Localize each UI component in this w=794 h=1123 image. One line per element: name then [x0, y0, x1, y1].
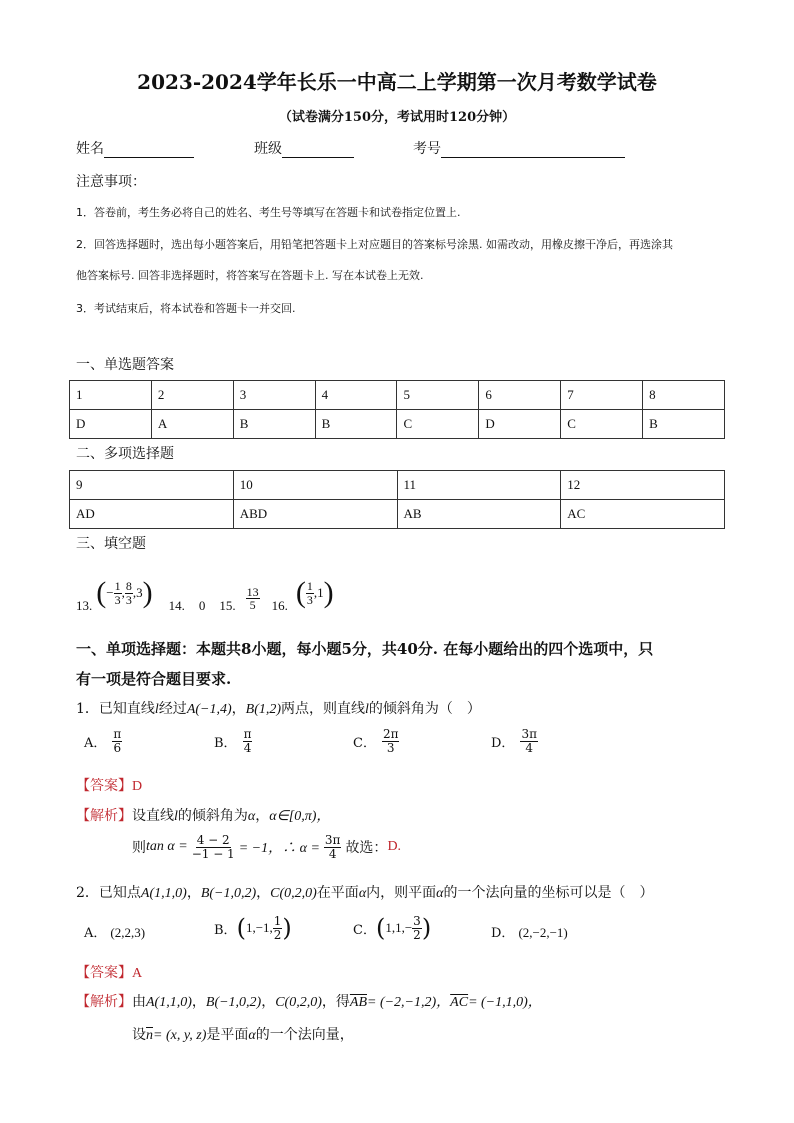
- q14-label: 14.: [168, 598, 185, 613]
- q1-mid2: 两点，则直线: [281, 701, 366, 717]
- text: 的一个法向量，: [255, 1027, 354, 1043]
- answer-value: D: [132, 779, 143, 794]
- analysis-tag: 【解析】: [76, 808, 132, 824]
- text: ，: [255, 808, 270, 824]
- table-cell: C: [561, 410, 643, 439]
- option-num: π: [113, 727, 122, 741]
- q1-option-d[interactable]: [491, 728, 538, 754]
- table-cell: AD: [70, 500, 234, 529]
- table-cell: 7: [561, 381, 643, 410]
- eq-rest: = −1，∴ α =: [238, 841, 320, 857]
- option-pre: 1,1,−: [385, 920, 413, 935]
- q13-frac1-den: 3: [114, 592, 121, 607]
- option-label: A．: [84, 926, 107, 941]
- table-cell: D: [479, 410, 561, 439]
- q1-point-b: B(1,2): [245, 702, 282, 717]
- text: 的一个法向量的坐标可以是（ ）: [443, 885, 654, 901]
- q13-label: 13.: [76, 598, 93, 613]
- option-den: 4: [243, 740, 252, 755]
- table-cell: 12: [561, 471, 725, 500]
- q2-point-b: B(−1,0,2): [200, 886, 257, 901]
- q15-den: 5: [249, 598, 256, 613]
- vector-ac: $\overline{AC}$: [450, 995, 469, 1010]
- text: 故选：: [345, 840, 388, 857]
- option-den: 2: [273, 927, 282, 942]
- q1-answer: [76, 775, 142, 795]
- text: ，得: [321, 994, 350, 1010]
- q1-analysis-line2: [132, 834, 401, 860]
- table-cell: 4: [315, 381, 397, 410]
- class-label: 班级: [254, 141, 282, 157]
- option-value: (2,−2,−1): [518, 925, 568, 940]
- multi-choice-answer-table: [69, 470, 725, 529]
- table-cell: D: [70, 410, 152, 439]
- q14-answer: 0: [198, 598, 206, 613]
- q15-label: 15.: [219, 598, 236, 613]
- option-den: 3: [386, 740, 395, 755]
- q13-last: 3: [136, 585, 143, 600]
- conclude-value: D.: [387, 839, 402, 855]
- point-b: B(−1,0,2): [205, 995, 262, 1010]
- tan-expr: tan α =: [146, 839, 188, 855]
- q2-option-d[interactable]: [491, 922, 568, 941]
- option-label: C．: [353, 735, 376, 751]
- q1-analysis-line1: [76, 805, 330, 825]
- alpha: α: [358, 886, 367, 901]
- table-cell: B: [233, 410, 315, 439]
- question-2-stem: 2．已知点A(1,1,0)，B(−1,0,2)，C(0,2,0)在平面α内，则平面α的一个法向量的坐标可以是（ ）: [76, 885, 654, 901]
- table-row: [70, 471, 725, 500]
- alpha: α: [436, 886, 444, 901]
- note-item: 3．考试结束后，将本试卷和答题卡一并交回.: [76, 302, 296, 315]
- q2-option-c[interactable]: C． ( 1,1,− $\frac{3}{2}$ ): [353, 913, 432, 942]
- q13-answer: ( − $\frac{1}{3}$ , $\frac{8}{3}$ , 3 ): [96, 576, 153, 609]
- fill-in-answers: [76, 568, 334, 618]
- q2-analysis-line2: [132, 1024, 354, 1044]
- q1-prefix: 1．已知直线: [76, 701, 155, 717]
- q16-answer: ( $\frac{1}{3}$ , 1 ): [295, 576, 334, 609]
- text: 内，则平面: [366, 885, 437, 901]
- name-blank: [104, 143, 194, 158]
- note-item: 1．答卷前，考生务必将自己的姓名、考生号等填写在答题卡和试卷指定位置上.: [76, 206, 461, 219]
- table-cell: 2: [151, 381, 233, 410]
- table-cell: 5: [397, 381, 479, 410]
- note-item: 2．回答选择题时，选出每小题答案后，用铅笔把答题卡上对应题目的答案标号涂黑. 如需改动，用橡皮擦干净后，再选涂其: [76, 238, 673, 251]
- alpha: α: [248, 1028, 256, 1043]
- q1-point-a: A(−1,4): [186, 702, 232, 717]
- table-cell: 9: [70, 471, 234, 500]
- text: 由: [132, 994, 146, 1010]
- table-cell: 8: [643, 381, 725, 410]
- q1-suffix: 的倾斜角为（ ）: [368, 701, 481, 717]
- vector-n: $\overline{n}$: [146, 1028, 153, 1043]
- option-label: B．: [214, 922, 237, 938]
- option-den: 6: [113, 740, 122, 755]
- vector-n-value: = (x, y, z): [153, 1028, 207, 1043]
- q16-den: 3: [306, 592, 313, 607]
- exam-subtitle: （试卷满分150分，考试用时120分钟）: [278, 110, 516, 125]
- text: 的倾斜角为: [177, 808, 248, 824]
- q13-frac2-den: 3: [125, 592, 132, 607]
- table-cell: C: [397, 410, 479, 439]
- table-row: [70, 410, 725, 439]
- option-den: 2: [413, 927, 421, 942]
- notes-heading: 注意事项：: [76, 174, 146, 190]
- text: 是平面: [206, 1027, 249, 1043]
- q16-num: 1: [306, 578, 313, 593]
- note-item: 他答案标号. 回答非选择题时，将答案写在答题卡上. 写在本试卷上无效.: [76, 269, 424, 282]
- answer-tag: 【答案】: [76, 778, 132, 794]
- text: 设: [132, 1027, 146, 1043]
- name-label: 姓名: [76, 141, 104, 157]
- q13-frac2-num: 8: [125, 578, 132, 593]
- q15-answer: [246, 586, 260, 612]
- answer-tag: 【答案】: [76, 965, 132, 981]
- ans-den: 4: [328, 846, 337, 861]
- table-cell: 10: [233, 471, 397, 500]
- q2-point-c: C(0,2,0): [270, 886, 317, 901]
- table-cell: 6: [479, 381, 561, 410]
- option-num: 3π: [521, 727, 537, 741]
- text: 在平面: [316, 885, 359, 901]
- section1-title: 一、单选题答案: [76, 357, 174, 373]
- q2-option-b[interactable]: B． ( 1,−1, $\frac{1}{2}$ ): [214, 913, 292, 942]
- exam-no-blank: [441, 143, 625, 158]
- option-label: D．: [491, 735, 515, 751]
- table-cell: B: [643, 410, 725, 439]
- section3-title: 三、填空题: [76, 536, 146, 552]
- q2-analysis-line1: 【解析】由A(1,1,0)，B(−1,0,2)，C(0,2,0)，得$\overline{AB}= (-2,-1,2)$，$\overline{AC}= (-1,1,0)$，: [76, 994, 542, 1010]
- q1-var-l: l: [154, 702, 159, 717]
- table-cell: 11: [397, 471, 561, 500]
- vector-ac-value: = (−1,1,0)，: [468, 995, 542, 1010]
- vector-ab: $\overline{AB}$: [349, 995, 367, 1010]
- exam-title: 2023-2024学年长乐一中高二上学期第一次月考数学试卷: [137, 70, 657, 94]
- text: 设直线: [132, 808, 174, 824]
- table-cell: B: [315, 410, 397, 439]
- table-cell: AB: [397, 500, 561, 529]
- option-num: 2π: [382, 727, 399, 741]
- table-cell: A: [151, 410, 233, 439]
- range: α∈[0,π)，: [269, 809, 331, 824]
- section2-title: 二、多项选择题: [76, 446, 174, 462]
- ans-num: 3π: [324, 833, 341, 847]
- frac-den: −1 − 1: [191, 846, 235, 861]
- point-a: A(1,1,0): [146, 995, 192, 1010]
- table-cell: 3: [233, 381, 315, 410]
- option-den: 4: [525, 740, 534, 755]
- option-num: 1: [273, 913, 282, 928]
- question-1-stem: 1．已知直线l经过A(−1,4)，B(1,2)两点，则直线l的倾斜角为（ ）: [76, 701, 481, 717]
- single-choice-answer-table: [69, 380, 725, 439]
- exam-no-field: [413, 138, 625, 158]
- q16-label: 16.: [271, 598, 288, 613]
- alpha: α: [247, 809, 256, 824]
- q1-mid1: 经过: [158, 701, 187, 717]
- q15-num: 13: [246, 584, 259, 599]
- option-label: D．: [491, 926, 515, 941]
- table-cell: ABD: [233, 500, 397, 529]
- table-cell: 1: [70, 381, 152, 410]
- q1-var-l: l: [365, 702, 369, 717]
- table-row: [70, 381, 725, 410]
- point-c: C(0,2,0): [275, 995, 322, 1010]
- part1-heading-line1: 一、单项选择题：本题共8小题，每小题5分，共40分. 在每小题给出的四个选项中，只: [76, 640, 654, 658]
- table-cell: AC: [561, 500, 725, 529]
- text: 则: [132, 840, 146, 857]
- name-field: [76, 138, 194, 158]
- option-pre: 1,−1,: [245, 920, 273, 935]
- option-value: (2,2,3): [110, 925, 146, 940]
- q2-point-a: A(1,1,0): [140, 886, 187, 901]
- vector-ab-value: = (−2,−1,2)，: [367, 995, 451, 1010]
- option-num: π: [243, 727, 252, 741]
- q2-option-a[interactable]: [84, 922, 145, 941]
- class-field: [254, 138, 354, 158]
- analysis-tag: 【解析】: [76, 994, 132, 1010]
- option-num: 3: [413, 913, 421, 928]
- table-row: [70, 500, 725, 529]
- q13-frac1-num: 1: [114, 578, 121, 593]
- var-l: l: [174, 809, 178, 824]
- class-blank: [282, 143, 354, 158]
- option-label: C．: [353, 922, 376, 938]
- q1-option-c[interactable]: [353, 728, 399, 754]
- part1-heading-line2: 有一项是符合题目要求.: [76, 670, 232, 688]
- frac-num: 4 − 2: [196, 833, 230, 847]
- option-label: A．: [84, 735, 107, 751]
- exam-no-label: 考号: [413, 141, 441, 157]
- option-label: B．: [214, 735, 237, 751]
- q1-option-b[interactable]: [214, 728, 252, 754]
- answer-value: A: [132, 966, 143, 981]
- q2-answer: [76, 962, 142, 982]
- q2-prefix: 2．已知点: [76, 885, 141, 901]
- q16-last: 1: [317, 585, 324, 600]
- q1-option-a[interactable]: [84, 728, 122, 754]
